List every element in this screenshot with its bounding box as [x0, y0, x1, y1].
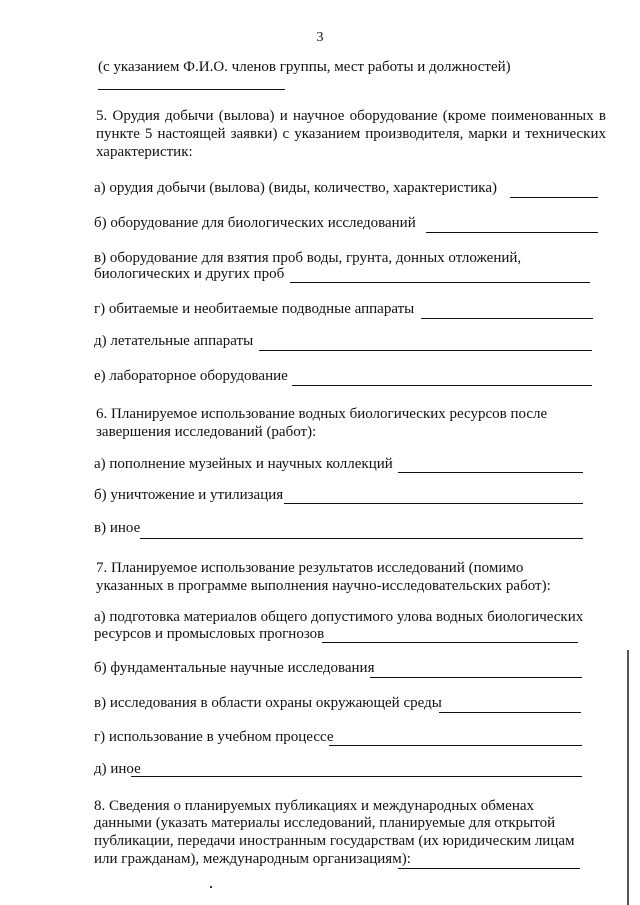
aircraft-blank[interactable]: [259, 350, 592, 351]
other-results-label: д) иное: [94, 761, 141, 777]
section-5-heading: 5. Орудия добычи (вылова) и научное оборудование (кроме поименованных в пункте 5 настоящей заявки) с указанием производителя, марки и технических характеристик:: [96, 108, 606, 160]
fundamental-research-blank[interactable]: [370, 677, 582, 678]
scan-speck: [210, 886, 212, 888]
education-use-blank[interactable]: [329, 745, 582, 746]
fishing-gear-blank[interactable]: [510, 197, 598, 198]
fishing-gear-label: а) орудия добычи (вылова) (виды, количество, характеристика): [94, 180, 497, 196]
lab-equipment-blank[interactable]: [292, 385, 592, 386]
section-8-line1: 8. Сведения о планируемых публикациях и международных обменах: [94, 798, 535, 814]
section-8-line3: публикации, передачи иностранным государствам (их юридическим лицам: [94, 833, 575, 849]
environment-research-label: в) исследования в области охраны окружающей среды: [94, 695, 442, 711]
destruction-disposal-label: б) уничтожение и утилизация: [94, 487, 284, 503]
sampling-equipment-label-line1: в) оборудование для взятия проб воды, грунта, донных отложений,: [94, 250, 522, 266]
scan-edge-shadow: [627, 650, 629, 905]
group-members-note: (с указанием Ф.И.О. членов группы, мест работы и должностей): [98, 59, 511, 75]
section-6-heading: 6. Планируемое использование водных биологических ресурсов после завершения исследований (работ):: [96, 406, 548, 440]
section-8-line4: или гражданам), международным организациям):: [94, 851, 411, 867]
other-results-blank[interactable]: [131, 776, 582, 777]
other-use-blank[interactable]: [140, 538, 583, 539]
sampling-equipment-blank[interactable]: [290, 282, 590, 283]
section-7-heading: 7. Планируемое использование результатов исследований (помимо указанных в программе выполнения научно-исследовательских работ):: [96, 560, 551, 594]
bio-research-equipment-label: б) оборудование для биологических исследований: [94, 215, 416, 231]
tac-materials-blank[interactable]: [322, 642, 578, 643]
underwater-vehicles-label: г) обитаемые и необитаемые подводные аппараты: [94, 301, 415, 317]
tac-materials-label-line2: ресурсов и промысловых прогнозов: [94, 626, 325, 642]
sampling-equipment-label-line2: биологических и других проб: [94, 266, 285, 282]
education-use-label: г) использование в учебном процессе: [94, 729, 334, 745]
page-number: 3: [316, 30, 324, 45]
lab-equipment-label: е) лабораторное оборудование: [94, 368, 288, 384]
group-members-blank[interactable]: [98, 89, 285, 90]
aircraft-label: д) летательные аппараты: [94, 333, 254, 349]
bio-research-equipment-blank[interactable]: [426, 232, 598, 233]
museum-collections-label: а) пополнение музейных и научных коллекций: [94, 456, 393, 472]
other-use-label: в) иное: [94, 520, 141, 536]
publications-blank[interactable]: [398, 868, 580, 869]
tac-materials-label-line1: а) подготовка материалов общего допустимого улова водных биологических: [94, 609, 584, 625]
underwater-vehicles-blank[interactable]: [421, 318, 593, 319]
museum-collections-blank[interactable]: [398, 472, 583, 473]
destruction-disposal-blank[interactable]: [284, 503, 583, 504]
environment-research-blank[interactable]: [439, 712, 581, 713]
fundamental-research-label: б) фундаментальные научные исследования: [94, 660, 375, 676]
section-8-line2: данными (указать материалы исследований, планируемые для открытой: [94, 815, 556, 831]
